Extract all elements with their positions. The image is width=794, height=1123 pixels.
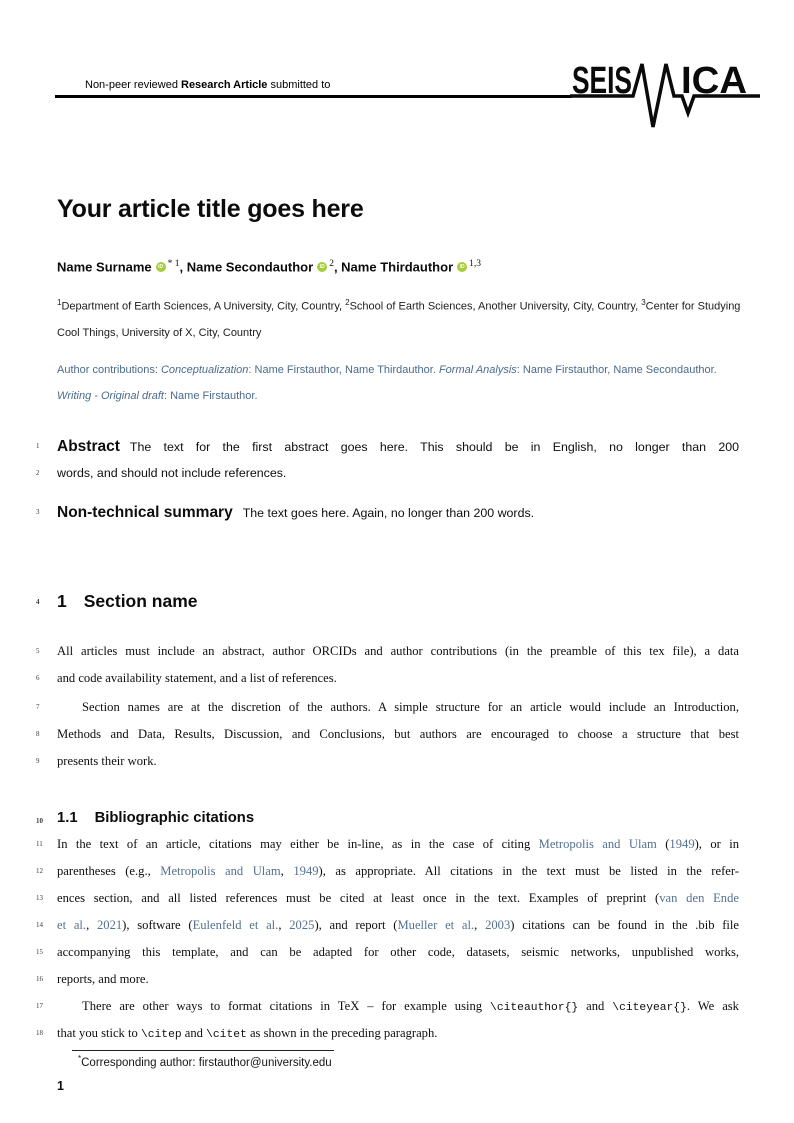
paragraph — [36, 831, 740, 993]
body-text: ), or in — [694, 837, 739, 851]
author-name: Name Thirdauthor — [341, 259, 454, 275]
line-number: 9 — [36, 757, 40, 765]
text-line — [36, 993, 739, 1020]
author-affiliation-sup: 1,3 — [469, 259, 482, 269]
text-line — [36, 721, 739, 748]
body-text: ( — [656, 837, 670, 851]
body-text: There are other ways to format citations in TeX – for example using — [82, 999, 491, 1013]
orcid-icon[interactable] — [457, 262, 467, 272]
body-text: ), and report ( — [314, 918, 398, 932]
line-number: 16 — [36, 975, 43, 983]
author-list — [57, 259, 481, 274]
page-number: 1 — [57, 1079, 64, 1093]
text-line — [36, 1020, 739, 1047]
body-text: and — [181, 1026, 207, 1040]
citation-link[interactable]: Metropolis and Ulam — [538, 837, 657, 851]
orcid-icon[interactable] — [156, 262, 166, 272]
text-line — [36, 694, 739, 721]
footnote-rule — [72, 1050, 334, 1051]
contributions-text: : Name Firstauthor, Name Secondauthor. — [516, 364, 717, 376]
credit-role: Conceptualization — [160, 364, 249, 376]
author-affiliation-sup: * 1 — [167, 259, 180, 269]
section-title: Section name — [83, 591, 198, 611]
citation-link[interactable]: 2025 — [289, 918, 315, 932]
line-number: 11 — [36, 840, 43, 848]
affiliation-sup: 3 — [641, 298, 646, 307]
text-line — [36, 665, 739, 692]
body-text: , — [474, 918, 486, 932]
line-number: 5 — [36, 647, 40, 655]
citation-link[interactable]: 1949 — [669, 837, 695, 851]
body-text: and code availability statement, and a list of references. — [57, 671, 337, 685]
footnote-marker: * — [78, 1054, 82, 1063]
affiliation-text: Department of Earth Sciences, A University, City, Country, — [61, 300, 346, 313]
author-name: Name Surname — [57, 259, 152, 275]
credit-role: Formal Analysis — [438, 364, 517, 376]
line-number: 14 — [36, 921, 43, 929]
body-text: parentheses (e.g., — [57, 864, 161, 878]
contributions-text: Author contributions: — [57, 364, 161, 376]
line-number: 15 — [36, 948, 43, 956]
seismica-logo — [570, 55, 762, 137]
latex-code: \citep — [140, 1029, 182, 1041]
body-text: Section names are at the discretion of the authors. A simple structure for an article would include an Introduction, — [82, 700, 739, 714]
contributions-text: : Name Firstauthor. — [163, 390, 258, 402]
body-text: . We ask — [686, 999, 739, 1013]
body-text: The text for the first abstract goes here. This should be in English, no longer than 200 — [129, 440, 739, 454]
text-line — [36, 912, 740, 939]
orcid-icon[interactable] — [317, 262, 327, 272]
section-title: Bibliographic citations — [94, 810, 255, 826]
body-text: ), as appropriate. All citations in the text must be listed in the refer- — [318, 864, 740, 878]
paragraph — [36, 433, 739, 487]
line-number: 8 — [36, 730, 40, 738]
affiliation-sup: 2 — [345, 298, 350, 307]
latex-code: \citet — [206, 1029, 247, 1041]
latex-code: \citeauthor{} — [490, 1002, 579, 1014]
paragraph — [36, 499, 739, 526]
section-number: 1.1 — [57, 810, 78, 826]
citation-link[interactable]: 2021 — [96, 918, 123, 932]
body-text: All articles must include an abstract, author ORCIDs and author contributions (in the preamble of this tex file), a data — [57, 644, 739, 658]
logo-text-left: SEIS — [572, 60, 632, 102]
line-number: 4 — [36, 598, 40, 606]
body-text: reports, and more. — [57, 972, 149, 986]
paragraph — [36, 993, 739, 1047]
line-number: 6 — [36, 674, 40, 682]
text-line — [36, 966, 739, 993]
body-text: The text goes here. Again, no longer than 200 words. — [242, 506, 535, 520]
author-name: Name Secondauthor — [186, 259, 314, 275]
affiliation-text: Center for Studying Cool Things, University of X, City, Country — [57, 300, 741, 339]
body-text: accompanying this template, and can be adapted for other code, datasets, seismic networks, unpublished works, — [57, 945, 739, 959]
text-line — [36, 638, 739, 665]
text-line — [36, 831, 739, 858]
text-line — [36, 858, 740, 885]
body-text: , — [278, 918, 290, 932]
body-text: ences section, and all listed references must be cited at least once in the text. Examples of preprint ( — [57, 891, 660, 905]
line-number: 13 — [36, 894, 43, 902]
line-number: 17 — [36, 1002, 43, 1010]
author-contributions — [57, 357, 741, 409]
body-text: , — [86, 918, 97, 932]
citation-link[interactable]: 1949 — [293, 864, 319, 878]
latex-code: \citeyear{} — [612, 1002, 687, 1014]
citation-link[interactable]: 2003 — [485, 918, 511, 932]
text-line — [36, 885, 739, 912]
line-number: 2 — [36, 469, 40, 477]
affiliations — [57, 290, 741, 346]
citation-link[interactable]: Metropolis and Ulam — [160, 864, 281, 878]
citation-link[interactable]: van den Ende — [659, 891, 739, 905]
paragraph — [36, 694, 739, 775]
paragraph — [36, 638, 739, 692]
body-text: that you stick to — [57, 1026, 141, 1040]
body-text: as shown in the preceding paragraph. — [246, 1026, 438, 1040]
logo-text-right: ICA — [681, 60, 747, 102]
citation-link[interactable]: Eulenfeld et al. — [192, 918, 279, 932]
contributions-text: : Name Firstauthor, Name Thirdauthor. — [248, 364, 439, 376]
body-text: ) citations can be found in the .bib file — [510, 918, 740, 932]
credit-role: Writing - Original draft — [57, 390, 164, 402]
affiliation-text: School of Earth Sciences, Another University, City, Country, — [349, 300, 642, 313]
body-text: Methods and Data, Results, Discussion, and Conclusions, but authors are encouraged to choose a structure that best — [57, 727, 739, 741]
body-text: presents their work. — [57, 754, 157, 768]
header-rule — [55, 95, 572, 98]
line-number: 7 — [36, 703, 40, 711]
line-number: 18 — [36, 1029, 43, 1037]
citation-link[interactable]: et al. — [57, 918, 87, 932]
line-number: 3 — [36, 508, 40, 516]
body-text: ), software ( — [122, 918, 193, 932]
corresponding-author-footnote — [78, 1054, 332, 1069]
section-heading — [36, 591, 739, 612]
body-text: In the text of an article, citations may either be in-line, as in the case of citing — [57, 837, 539, 851]
text-line — [36, 433, 739, 460]
line-number: 1 — [36, 442, 40, 450]
text-line — [36, 499, 739, 526]
header-meta-suffix: submitted to — [267, 79, 331, 91]
text-line — [36, 748, 739, 775]
subsection-heading — [36, 810, 739, 826]
author-separator: , — [333, 259, 342, 275]
article-title: Your article title goes here — [57, 194, 364, 223]
citation-link[interactable]: Mueller et al. — [397, 918, 475, 932]
footnote-text: Corresponding author: firstauthor@university.edu — [81, 1056, 332, 1069]
affiliation-sup: 1 — [57, 298, 62, 307]
run-in-heading: Abstract — [57, 438, 120, 455]
line-number: 12 — [36, 867, 43, 875]
text-line — [36, 460, 739, 487]
section-number: 1 — [57, 591, 67, 611]
author-separator: , — [179, 259, 187, 275]
text-line — [36, 939, 739, 966]
run-in-heading: Non-technical summary — [57, 504, 233, 521]
header-meta-prefix: Non-peer reviewed — [85, 79, 181, 91]
line-number: 10 — [36, 817, 43, 825]
author-affiliation-sup: 2 — [329, 259, 334, 269]
header-article-type: Research Article — [181, 79, 268, 91]
body-text: , — [280, 864, 294, 878]
body-text: and — [578, 999, 613, 1013]
body-text: words, and should not include references. — [57, 466, 287, 480]
header-meta — [85, 79, 330, 91]
